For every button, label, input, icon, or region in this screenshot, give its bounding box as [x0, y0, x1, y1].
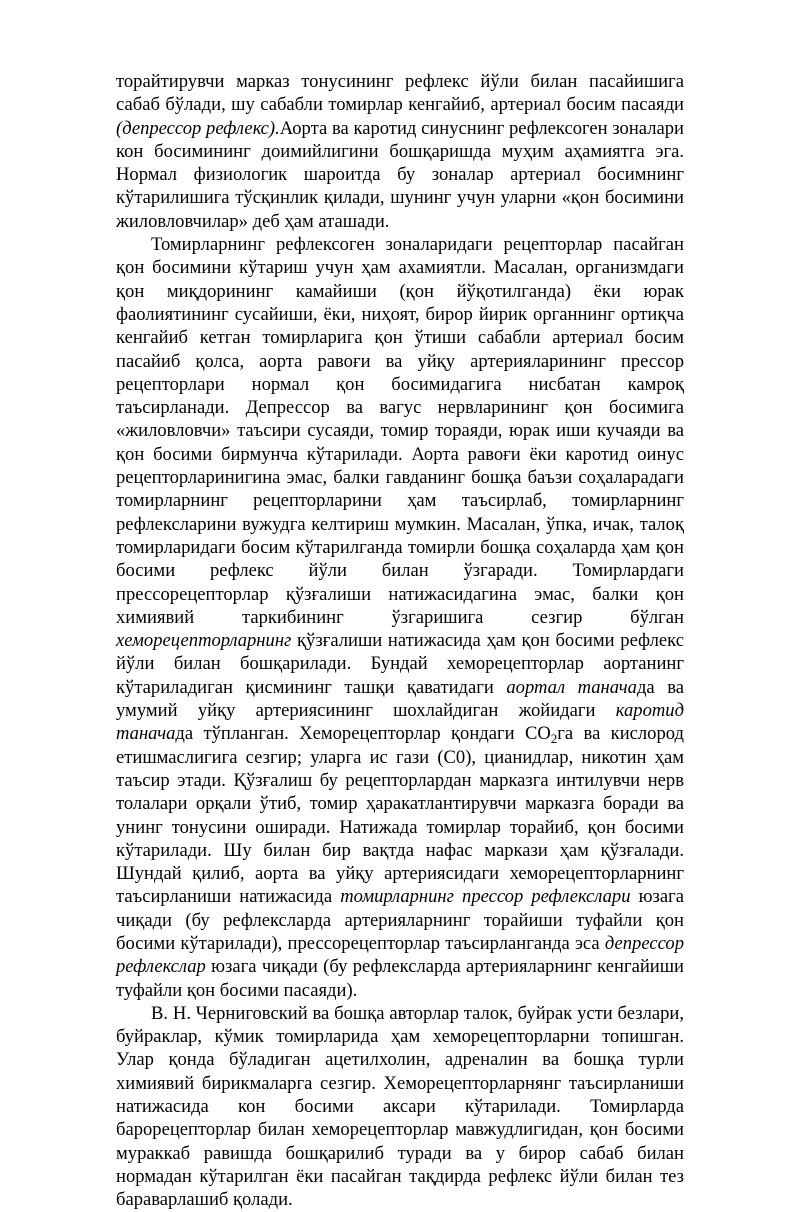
italic-term: томирларнинг прессор рефлекслари [340, 886, 631, 908]
italic-term: хеморецепторларнинг [116, 630, 292, 652]
paragraph-2 [116, 233, 684, 1002]
text-run: В. Н. Черниговский ва бошқа авторлар талок, буйрак усти безлари, буйраклар, кўмик томирларида ҳам хеморецепторларни топишган. Улар қонда бўладиган ацетилхолин, адреналин ва бошқа турли химиявий бирикмаларга сезгир. Хеморецепторларнянг таъсирланиши натижасида кон босими аксари кўтарилади. Томирларда барорецепторлар билан хеморецепторлар мавжудлигидан, қон босими мураккаб равишда бошқарилиб туради ва у бирор сабаб билан нормадан кўтарилган ёки пасайган тақдирда рефлекс йўли билан тез бараварлашиб қолади. [116, 1002, 684, 1211]
paragraph-3 [116, 1002, 684, 1212]
italic-term: аортал танача [506, 676, 637, 698]
text-run: да ва умумий уйқу артериясининг шохлайдиган жойидаги [116, 676, 684, 722]
text-run: да тўпланган. Хеморецепторлар қондаги CO [175, 723, 551, 745]
document-page [116, 70, 684, 1212]
italic-term: каротид танача [116, 700, 684, 745]
text-run: Аорта ва каротид синуснинг рефлексоген зоналари кон босимининг доимийлигини бошқаришда муҳим аҳамиятга эга. Нормал физиологик шароитда бу зоналар артериал босимнинг кўтарилишига тўсқинлик қилади, шунинг учун уларни «қон босимини жиловловчилар» деб ҳам аташади. [116, 117, 684, 232]
italic-term: (депрессор рефлекс). [116, 117, 280, 139]
subscript-text: 2 [550, 731, 558, 747]
text-run: Томирларнинг рефлексоген зоналаридаги рецепторлар пасайган қон босимини кўтариш учун ҳам ахамиятли. Масалан, организмдаги қон миқдорининг камайиши (қон йўқотилганда) ёки юрак фаолиятининг сусайиши, ёки, ниҳоят, бирор йирик органнинг ортиқча кенгайиб кетган томирларига қон ўтиши сабабли артериал босим пасайиб қолса, аорта равоғи ва уйқу артерияларининг прессор рецепторлари нормал қон босимидагига нисбатан камроқ таъсирланади. Депрессор ва вагус нервларининг қон босимига «жиловловчи» таъсири сусаяди, томир тораяди, юрак иши кучаяди ва қон босими бирмунча кўтарилади. Аорта равоғи ёки каротид оинус рецепторларинигина эмас, балки гавданинг бошқа баъзи соҳаларадаги томирларнинг рецепторларини ҳам таъсирлаб, томирларнинг рефлексларини вужудга келтириш мумкин. Масалан, ўпка, ичак, талоқ томирларидаги босим кўтарилганда томирли бошқа соҳаларда ҳам қон босими рефлекс йўли билан ўзгаради. Томирлардаги прессорецепторлар қўзғалиши натижасидагина эмас, балки қон химиявий таркибининг ўзгаришига сезгир бўлган [116, 234, 684, 628]
text-run: торайтирувчи марказ тонусининг рефлекс йўли билан пасайишига сабаб бўлади, шу сабабли томирлар кенгайиб, артериал босим пасаяди [116, 71, 684, 116]
text-run: қўзғалиши натижасида ҳам қон босими рефлекс йўли билан бошқарилади. Бундай хеморецепторлар аортанинг кўтариладиган қисмининг ташқи қаватидаги [116, 630, 684, 698]
text-run: га ва кислород етишмаслигига сезгир; уларга ис гази (С0), цианидлар, никотин ҳам таъсир этади. Қўзғалиш бу рецепторлардан марказга интилувчи нерв толалари орқали ўтиб, томир ҳаракатлантирувчи марказга боради ва унинг тонусини оширади. Натижада томирлар торайиб, қон босими кўтарилади. Шу билан бир вақтда нафас маркази ҳам қўзғалади. Шундай қилиб, аорта ва уйқу артериясидаги хеморецепторларнинг таъсирланиши натижасида [116, 723, 685, 908]
paragraph-1 [116, 70, 684, 233]
text-run: юзага чиқади (бу рефлексларда артерияларнинг торайиши туфайли қон босими кўтарилади), прессорецепторлар таъсирланганда эса [116, 886, 684, 954]
italic-term: депрессор рефлекслар [116, 932, 684, 978]
text-run: юзага чиқади (бу рефлексларда артерияларнинг кенгайиши туфайли қон босими пасаяди). [116, 956, 684, 1001]
